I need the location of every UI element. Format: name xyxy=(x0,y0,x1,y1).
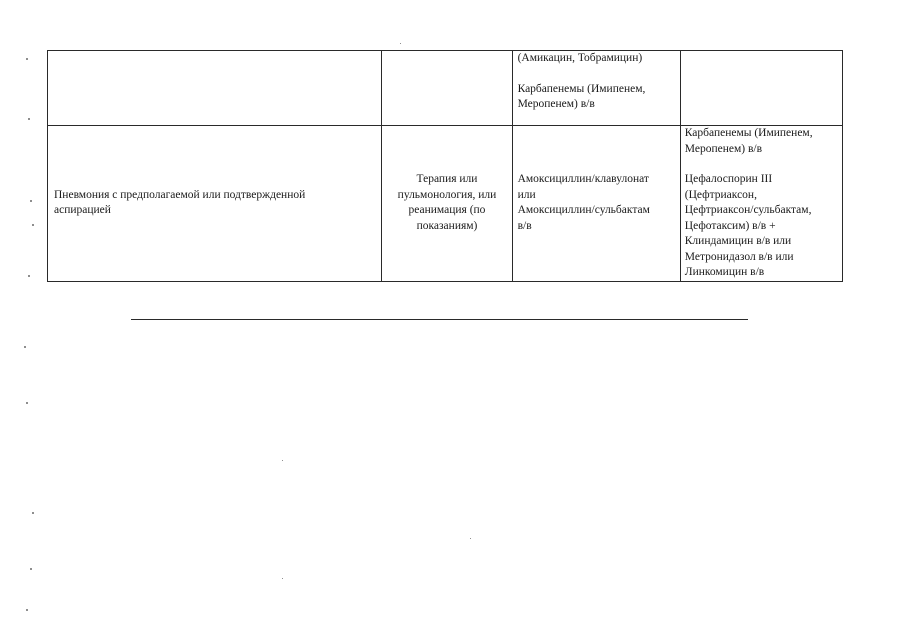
table-cell-alternative-therapy xyxy=(680,126,842,282)
table-row xyxy=(48,126,843,282)
scan-speck xyxy=(470,538,471,539)
table-cell-department xyxy=(382,51,512,126)
table-cell-first-line-therapy xyxy=(512,126,680,282)
cell-text: Карбапенемы (Имипенем, Меропенем) в/в xyxy=(517,82,646,110)
end-of-table-rule xyxy=(131,319,748,320)
scan-speck xyxy=(282,578,283,579)
department-text: Терапия или пульмонология, или реанимация (по показаниям) xyxy=(397,173,497,232)
scan-speck xyxy=(26,402,28,404)
scan-speck xyxy=(32,224,34,226)
table-cell-alternative-therapy xyxy=(680,51,842,126)
alternative-text: Цефалоспорин III (Цефтриаксон, Цефтриаксон/сульбактам, Цефотаксим) в/в + Клиндамицин в/в или Метронидазол в/в или Линкомицин в/в xyxy=(684,173,812,278)
antibiotic-therapy-table xyxy=(47,50,843,282)
scan-speck xyxy=(282,460,283,461)
scan-speck xyxy=(30,200,32,202)
cell-text: (Амикацин, Тобрамицин) xyxy=(517,52,643,64)
first-line-text: Амоксициллин/клавулонат или Амоксициллин/сульбактам в/в xyxy=(517,173,650,232)
scan-speck xyxy=(400,43,401,44)
scan-margin-marks xyxy=(6,0,42,640)
scan-speck xyxy=(30,568,32,570)
table-cell-diagnosis xyxy=(48,51,382,126)
table-cell-diagnosis xyxy=(48,126,382,282)
scan-speck xyxy=(28,275,30,277)
scan-speck xyxy=(26,609,28,611)
table-cell-first-line-therapy xyxy=(512,51,680,126)
table-row xyxy=(48,51,843,126)
scan-speck xyxy=(28,118,30,120)
diagnosis-text: Пневмония с предполагаемой или подтвержденной аспирацией xyxy=(54,188,306,217)
scan-speck xyxy=(24,346,26,348)
scan-speck xyxy=(32,512,34,514)
table-cell-department xyxy=(382,126,512,282)
alternative-text: Карбапенемы (Имипенем, Меропенем) в/в xyxy=(684,127,813,155)
scan-speck xyxy=(26,58,28,60)
